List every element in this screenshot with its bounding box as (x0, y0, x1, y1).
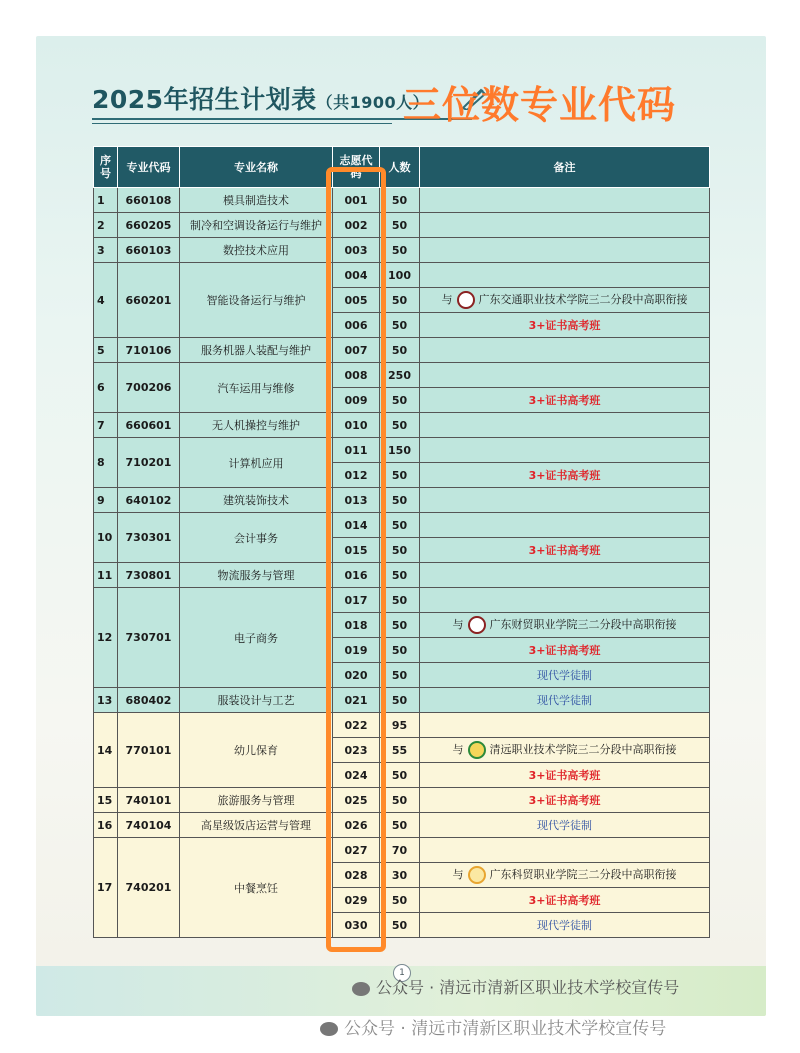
volunteer-code-cell: 002 (333, 213, 380, 238)
header-seq: 序号 (94, 147, 118, 188)
name-cell: 建筑装饰技术 (180, 488, 333, 513)
seq-cell: 15 (94, 788, 118, 813)
seq-cell: 2 (94, 213, 118, 238)
college-logo-icon (468, 866, 486, 884)
volunteer-code-cell: 008 (333, 363, 380, 388)
title-block (92, 80, 429, 116)
note-cell (420, 588, 710, 613)
volunteer-code-cell: 009 (333, 388, 380, 413)
count-cell: 50 (380, 888, 420, 913)
count-cell: 50 (380, 638, 420, 663)
table-group (94, 813, 710, 838)
volunteer-code-cell: 020 (333, 663, 380, 688)
count-cell: 50 (380, 238, 420, 263)
name-cell: 服务机器人装配与维护 (180, 338, 333, 363)
note-cell: 现代学徒制 (420, 688, 710, 713)
count-cell: 50 (380, 563, 420, 588)
count-cell: 50 (380, 313, 420, 338)
annotation-text: 三位数专业代码 (403, 83, 677, 127)
code-cell: 680402 (118, 688, 180, 713)
volunteer-code-cell: 011 (333, 438, 380, 463)
seq-cell: 16 (94, 813, 118, 838)
note-cell: 3+证书高考班 (420, 888, 710, 913)
table-row (94, 438, 710, 463)
title-main: 2025年招生计划表 (92, 85, 317, 114)
note-cell (420, 838, 710, 863)
page-title (92, 80, 429, 116)
count-cell: 50 (380, 188, 420, 213)
table-group (94, 788, 710, 813)
table-group (94, 263, 710, 338)
code-cell: 660601 (118, 413, 180, 438)
table-group (94, 713, 710, 788)
note-cell (420, 188, 710, 213)
count-cell: 50 (380, 763, 420, 788)
note-cell (420, 863, 710, 888)
note-cell (420, 613, 710, 638)
code-cell: 660205 (118, 213, 180, 238)
table-row (94, 263, 710, 288)
table-header-row (94, 147, 710, 188)
count-cell: 50 (380, 913, 420, 938)
volunteer-code-cell: 003 (333, 238, 380, 263)
table-group (94, 688, 710, 713)
header-note: 备注 (420, 147, 710, 188)
note-college: 清远职业技术学院三二分段中高职衔接 (489, 743, 677, 756)
note-college: 广东科贸职业学院三二分段中高职衔接 (489, 868, 677, 881)
seq-cell: 6 (94, 363, 118, 413)
code-cell: 740201 (118, 838, 180, 938)
code-cell: 700206 (118, 363, 180, 413)
note-cell: 现代学徒制 (420, 913, 710, 938)
table-row (94, 588, 710, 613)
count-cell: 50 (380, 688, 420, 713)
volunteer-code-cell: 025 (333, 788, 380, 813)
volunteer-code-cell: 013 (333, 488, 380, 513)
volunteer-code-cell: 005 (333, 288, 380, 313)
note-cell (420, 713, 710, 738)
code-cell: 660103 (118, 238, 180, 263)
header-name: 专业名称 (180, 147, 333, 188)
volunteer-code-cell: 019 (333, 638, 380, 663)
note-cell: 3+证书高考班 (420, 313, 710, 338)
count-cell: 50 (380, 813, 420, 838)
name-cell: 幼儿保育 (180, 713, 333, 788)
name-cell: 无人机操控与维护 (180, 413, 333, 438)
code-cell: 730701 (118, 588, 180, 688)
note-prefix: 与 (452, 618, 464, 631)
seq-cell: 14 (94, 713, 118, 788)
note-cell: 3+证书高考班 (420, 388, 710, 413)
code-cell: 660201 (118, 263, 180, 338)
code-cell: 710201 (118, 438, 180, 488)
code-cell: 660108 (118, 188, 180, 213)
note-cell (420, 738, 710, 763)
count-cell: 150 (380, 438, 420, 463)
count-cell: 100 (380, 263, 420, 288)
note-cell (420, 438, 710, 463)
note-cell (420, 263, 710, 288)
note-cell (420, 338, 710, 363)
note-cell: 3+证书高考班 (420, 638, 710, 663)
note-cell (420, 213, 710, 238)
seq-cell: 10 (94, 513, 118, 563)
note-cell: 现代学徒制 (420, 663, 710, 688)
count-cell: 50 (380, 513, 420, 538)
name-cell: 旅游服务与管理 (180, 788, 333, 813)
note-college: 广东交通职业技术学院三二分段中高职衔接 (478, 293, 688, 306)
volunteer-code-cell: 030 (333, 913, 380, 938)
name-cell: 服装设计与工艺 (180, 688, 333, 713)
note-cell: 3+证书高考班 (420, 788, 710, 813)
table-row (94, 788, 710, 813)
table-row (94, 513, 710, 538)
name-cell: 物流服务与管理 (180, 563, 333, 588)
count-cell: 50 (380, 588, 420, 613)
college-logo-icon (457, 291, 475, 309)
code-cell: 740101 (118, 788, 180, 813)
note-cell (420, 488, 710, 513)
header-code: 专业代码 (118, 147, 180, 188)
note-cell: 3+证书高考班 (420, 538, 710, 563)
seq-cell: 11 (94, 563, 118, 588)
seq-cell: 7 (94, 413, 118, 438)
count-cell: 50 (380, 338, 420, 363)
table-row (94, 238, 710, 263)
table-group (94, 838, 710, 938)
table-group (94, 563, 710, 588)
table-row (94, 813, 710, 838)
volunteer-code-cell: 022 (333, 713, 380, 738)
name-cell: 中餐烹饪 (180, 838, 333, 938)
seq-cell: 9 (94, 488, 118, 513)
note-prefix: 与 (452, 743, 464, 756)
count-cell: 50 (380, 288, 420, 313)
volunteer-code-cell: 016 (333, 563, 380, 588)
volunteer-code-cell: 021 (333, 688, 380, 713)
volunteer-code-cell: 007 (333, 338, 380, 363)
count-cell: 50 (380, 538, 420, 563)
volunteer-code-cell: 010 (333, 413, 380, 438)
count-cell: 250 (380, 363, 420, 388)
note-cell (420, 288, 710, 313)
enrollment-table (93, 146, 710, 938)
table-group (94, 363, 710, 413)
name-cell: 电子商务 (180, 588, 333, 688)
code-cell: 710106 (118, 338, 180, 363)
name-cell: 智能设备运行与维护 (180, 263, 333, 338)
seq-cell: 1 (94, 188, 118, 213)
table-row (94, 413, 710, 438)
count-cell: 50 (380, 388, 420, 413)
table-row (94, 838, 710, 863)
seq-cell: 17 (94, 838, 118, 938)
count-cell: 50 (380, 488, 420, 513)
note-cell (420, 413, 710, 438)
count-cell: 30 (380, 863, 420, 888)
table-group (94, 213, 710, 238)
table-group (94, 413, 710, 438)
note-cell: 现代学徒制 (420, 813, 710, 838)
table-row (94, 488, 710, 513)
table-group (94, 588, 710, 688)
count-cell: 50 (380, 413, 420, 438)
volunteer-code-cell: 024 (333, 763, 380, 788)
volunteer-code-cell: 027 (333, 838, 380, 863)
college-logo-icon (468, 616, 486, 634)
table-row (94, 688, 710, 713)
table-row (94, 713, 710, 738)
table-group (94, 338, 710, 363)
name-cell: 汽车运用与维修 (180, 363, 333, 413)
count-cell: 50 (380, 463, 420, 488)
table-row (94, 188, 710, 213)
note-cell (420, 363, 710, 388)
count-cell: 50 (380, 213, 420, 238)
note-cell (420, 513, 710, 538)
note-prefix: 与 (452, 868, 464, 881)
seq-cell: 8 (94, 438, 118, 488)
count-cell: 95 (380, 713, 420, 738)
volunteer-code-cell: 029 (333, 888, 380, 913)
seq-cell: 4 (94, 263, 118, 338)
name-cell: 模具制造技术 (180, 188, 333, 213)
note-cell: 3+证书高考班 (420, 763, 710, 788)
name-cell: 数控技术应用 (180, 238, 333, 263)
volunteer-code-cell: 026 (333, 813, 380, 838)
name-cell: 高星级饭店运营与管理 (180, 813, 333, 838)
title-sub: （共1900人） (316, 93, 430, 112)
code-cell: 730801 (118, 563, 180, 588)
watermark-top: 公众号 · 清远市清新区职业技术学校宣传号 (352, 975, 679, 998)
table-row (94, 563, 710, 588)
header-num: 人数 (380, 147, 420, 188)
volunteer-code-cell: 001 (333, 188, 380, 213)
table-group (94, 513, 710, 563)
code-cell: 770101 (118, 713, 180, 788)
code-cell: 730301 (118, 513, 180, 563)
table-group (94, 238, 710, 263)
note-cell (420, 238, 710, 263)
count-cell: 70 (380, 838, 420, 863)
count-cell: 50 (380, 613, 420, 638)
note-prefix: 与 (441, 293, 453, 306)
code-cell: 740104 (118, 813, 180, 838)
count-cell: 50 (380, 663, 420, 688)
table-row (94, 213, 710, 238)
title-underline-thin (92, 123, 392, 124)
volunteer-code-cell: 018 (333, 613, 380, 638)
watermark-bottom: 公众号 · 清远市清新区职业技术学校宣传号 (320, 1014, 666, 1039)
volunteer-code-cell: 004 (333, 263, 380, 288)
header-vol: 志愿代码 (333, 147, 380, 188)
college-logo-icon (468, 741, 486, 759)
table-group (94, 438, 710, 488)
note-college: 广东财贸职业学院三二分段中高职衔接 (489, 618, 677, 631)
seq-cell: 5 (94, 338, 118, 363)
volunteer-code-cell: 023 (333, 738, 380, 763)
seq-cell: 12 (94, 588, 118, 688)
wechat-icon (320, 1022, 338, 1036)
table-group (94, 188, 710, 213)
volunteer-code-cell: 028 (333, 863, 380, 888)
wechat-icon (352, 982, 370, 996)
seq-cell: 13 (94, 688, 118, 713)
volunteer-code-cell: 014 (333, 513, 380, 538)
code-cell: 640102 (118, 488, 180, 513)
table-group (94, 488, 710, 513)
count-cell: 55 (380, 738, 420, 763)
name-cell: 制冷和空调设备运行与维护 (180, 213, 333, 238)
table-row (94, 363, 710, 388)
volunteer-code-cell: 017 (333, 588, 380, 613)
note-cell: 3+证书高考班 (420, 463, 710, 488)
note-cell (420, 563, 710, 588)
page-number: 1 (393, 964, 411, 982)
volunteer-code-highlight-box (326, 167, 386, 952)
volunteer-code-cell: 012 (333, 463, 380, 488)
seq-cell: 3 (94, 238, 118, 263)
count-cell: 50 (380, 788, 420, 813)
name-cell: 计算机应用 (180, 438, 333, 488)
volunteer-code-cell: 015 (333, 538, 380, 563)
table-row (94, 338, 710, 363)
volunteer-code-cell: 006 (333, 313, 380, 338)
name-cell: 会计事务 (180, 513, 333, 563)
